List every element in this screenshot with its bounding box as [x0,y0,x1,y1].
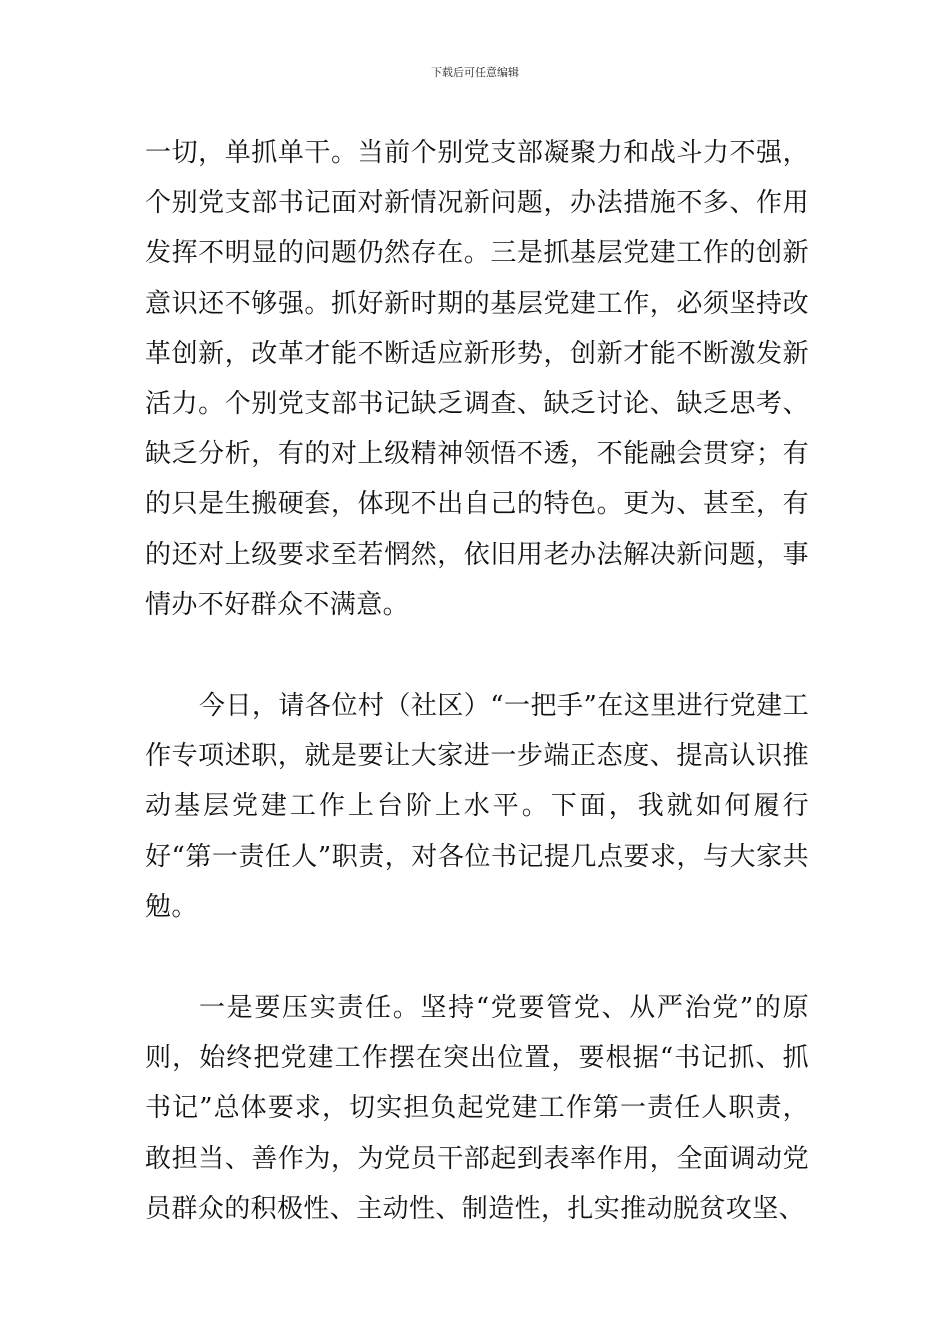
document-body [145,128,809,1234]
page-header-note: 下载后可任意编辑 [431,66,519,79]
paragraph-requirement-one: 一是要压实责任。坚持“党要管党、从严治党”的原则，始终把党建工作摆在突出位置，要根据“书记抓、抓书记”总体要求，切实担负起党建工作第一责任人职责，敢担当、善作为，为党员干部起到表率作用，全面调动党员群众的积极性、主动性、制造性，扎实推动脱贫攻坚、 [145,993,809,1224]
paragraph-speech-intro: 今日，请各位村（社区）“一把手”在这里进行党建工作专项述职，就是要让大家进一步端正态度、提高认识推动基层党建工作上台阶上水平。下面，我就如何履行好“第一责任人”职责，对各位书记提几点要求，与大家共勉。 [145,691,809,922]
paragraph-continuation: 一切，单抓单干。当前个别党支部凝聚力和战斗力不强，个别党支部书记面对新情况新问题，办法措施不多、作用发挥不明显的问题仍然存在。三是抓基层党建工作的创新意识还不够强。抓好新时期的基层党建工作，必须坚持改革创新，改革才能不断适应新形势，创新才能不断激发新活力。个别党支部书记缺乏调查、缺乏讨论、缺乏思考、缺乏分析，有的对上级精神领悟不透，不能融会贯穿；有的只是生搬硬套，体现不出自己的特色。更为、甚至，有的还对上级要求至若惘然，依旧用老办法解决新问题，事情办不好群众不满意。 [145,138,809,620]
